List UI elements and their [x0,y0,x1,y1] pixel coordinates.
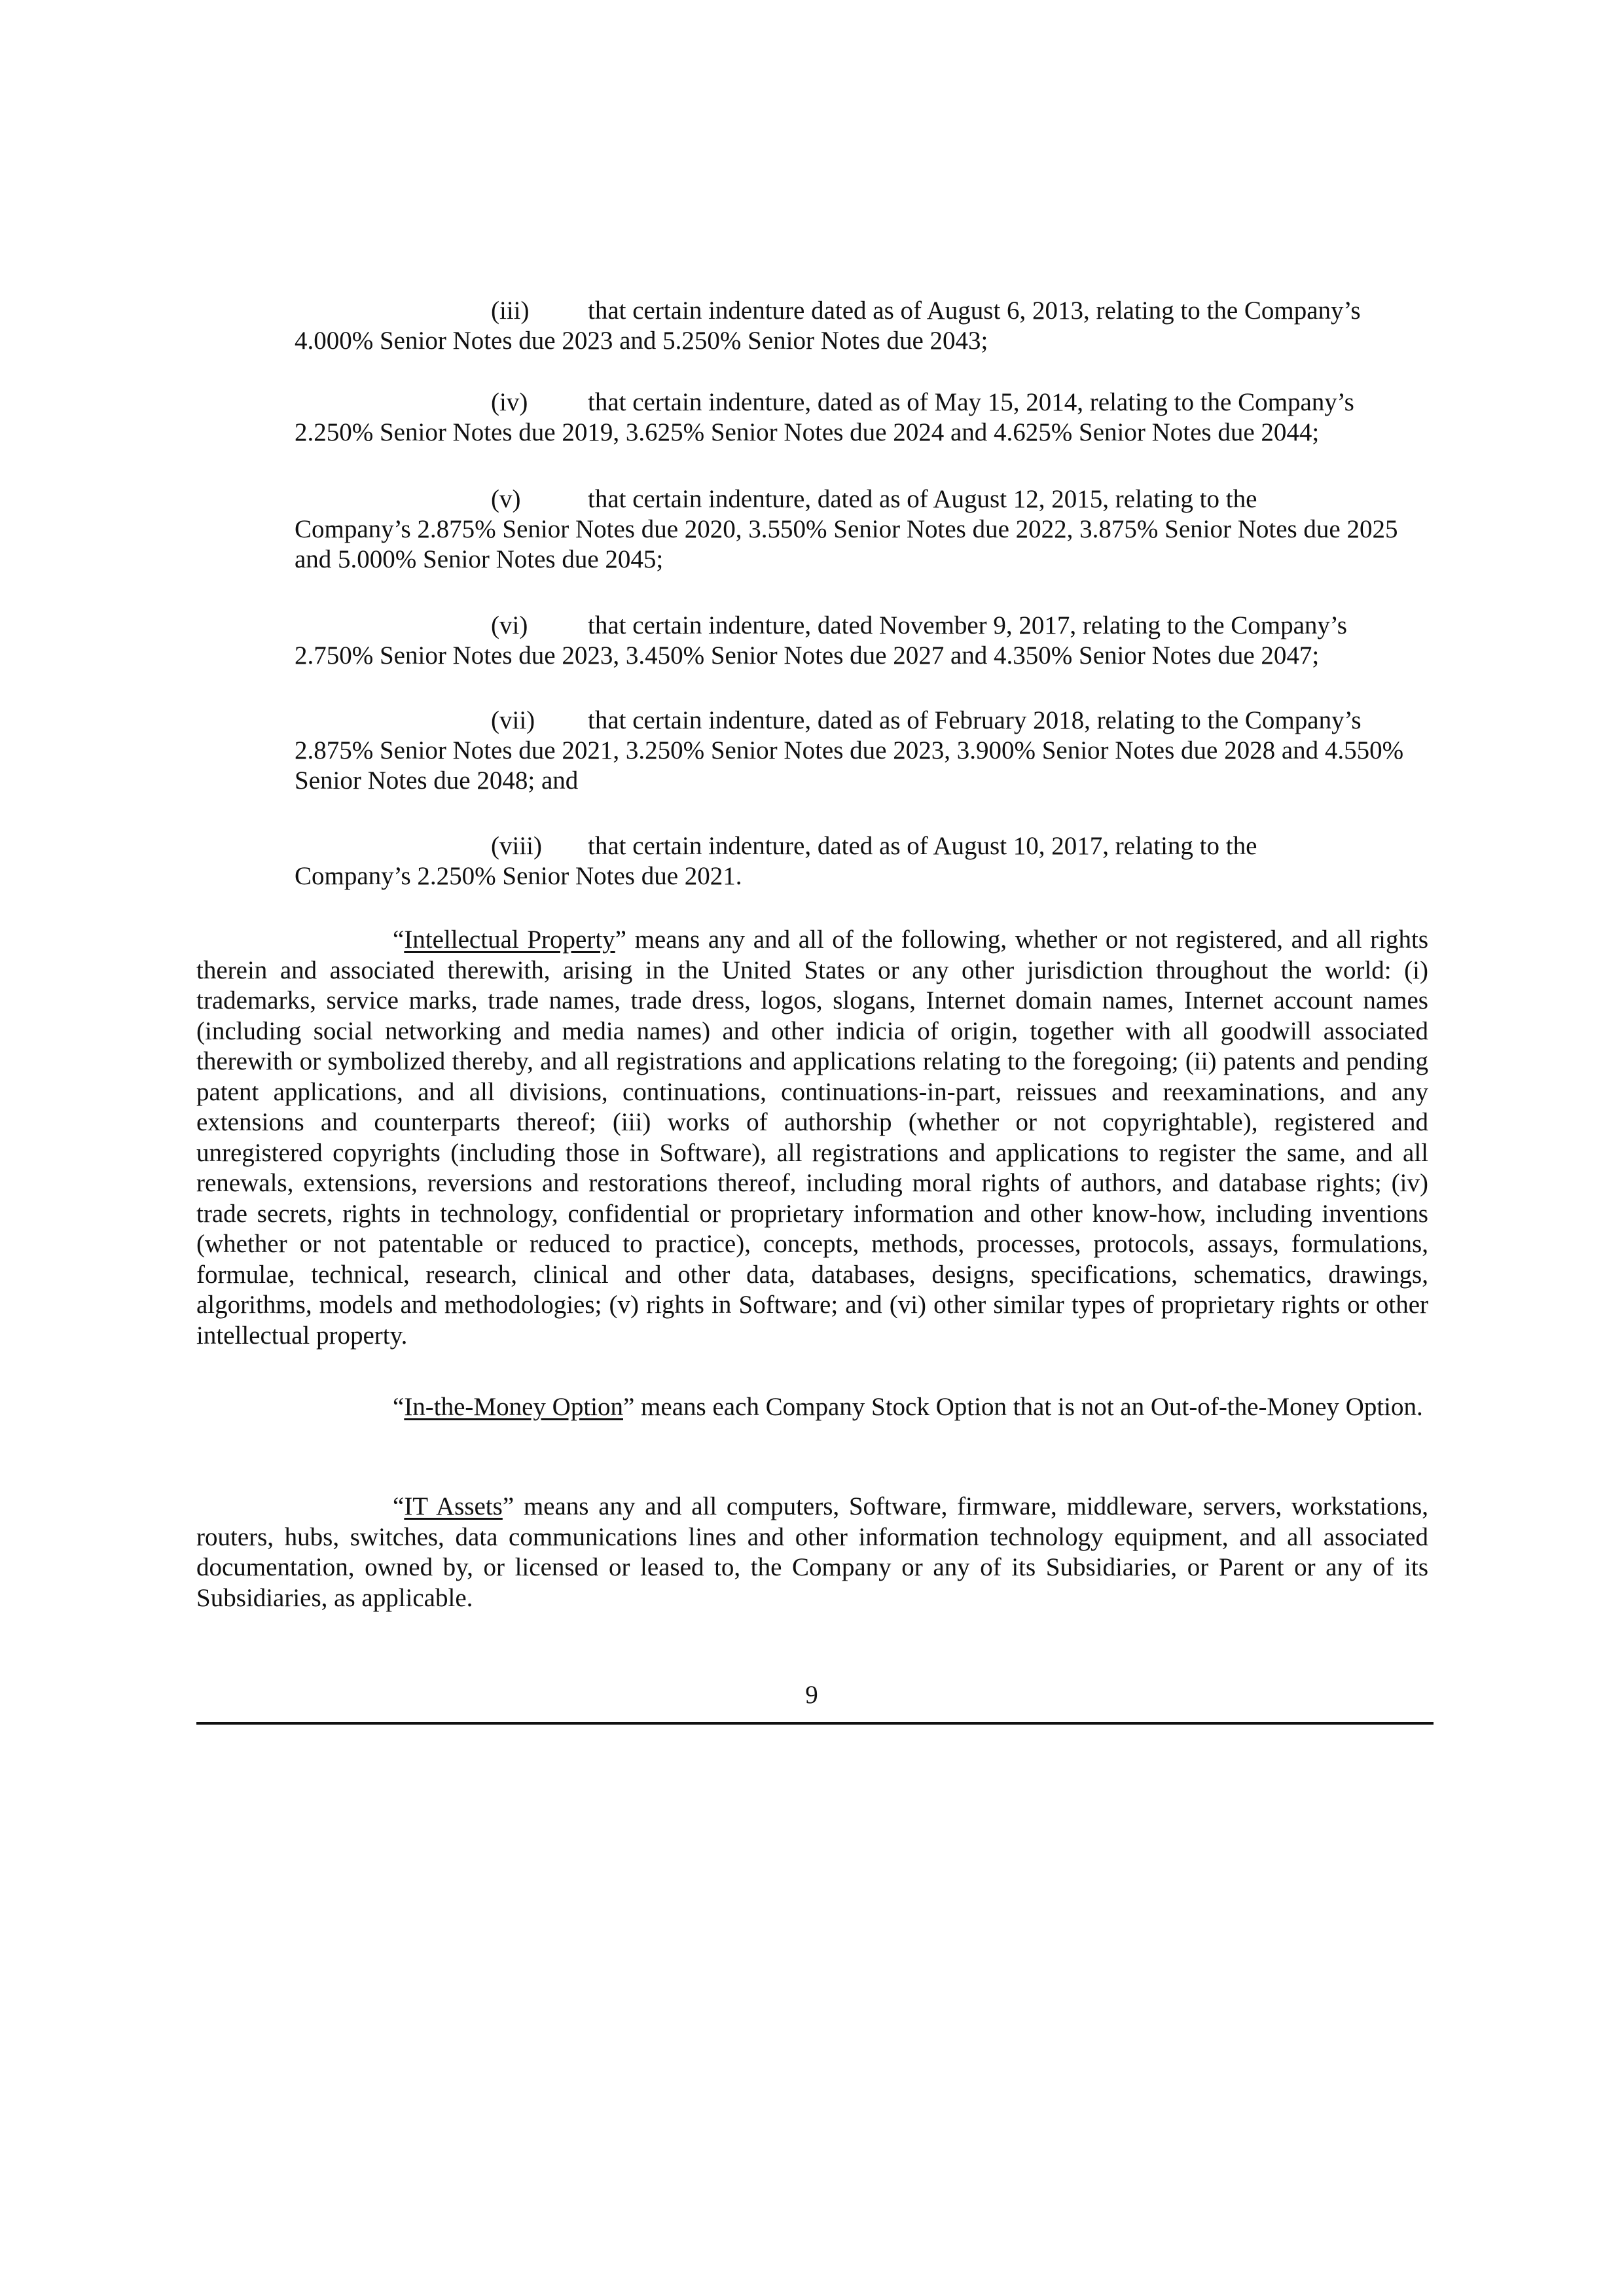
defined-term: Intellectual Property [404,925,615,954]
list-item-continuation: 4.000% Senior Notes due 2023 and 5.250% Senior Notes due 2043; [295,327,988,355]
definition-text: ” means any and all computers, Software, firmware, middleware, servers, workstations, routers, hubs, switches, data communications lines and other information technology equipment, and all associated documentation, owned by, or licensed or leased to, the Company or any of its Subsidiaries, or Parent or any of its Subsidiaries, as applicable. [196,1492,1429,1612]
list-item-numeral: (iii) [491,296,530,325]
list-item-numeral: (vi) [491,611,528,639]
indenture-list-item-iii [295,296,1420,356]
list-item-continuation: 2.875% Senior Notes due 2021, 3.250% Senior Notes due 2023, 3.900% Senior Notes due 2028 and 4.550% Senior Notes due 2048; and [295,736,1404,795]
list-item-numeral: (iv) [491,388,528,416]
definition-in-the-money-option [196,1392,1428,1423]
list-item-first-line: that certain indenture, dated as of February 2018, relating to the Company’s [588,706,1362,734]
indenture-list-item-v [295,484,1420,575]
list-item-continuation: 2.750% Senior Notes due 2023, 3.450% Senior Notes due 2027 and 4.350% Senior Notes due 2047; [295,641,1320,670]
definition-intellectual-property [196,925,1428,1351]
list-item-first-line: that certain indenture, dated as of August 12, 2015, relating to the [588,485,1257,513]
footer-rule [196,1722,1434,1725]
list-item-first-line: that certain indenture, dated as of May 15, 2014, relating to the Company’s [588,388,1354,416]
list-item-continuation: Company’s 2.875% Senior Notes due 2020, 3.550% Senior Notes due 2022, 3.875% Senior Notes due 2025 and 5.000% Senior Notes due 2045; [295,515,1398,573]
indenture-list-item-vii [295,706,1420,796]
list-item-numeral: (viii) [491,832,542,860]
definition-text: ” means any and all of the following, whether or not registered, and all rights therein and associated therewith, arising in the United States or any other jurisdiction throughout the world: (i) trademarks, service marks, trade names, trade dress, logos, slogans, Internet domain names, Internet account names (including social networking and media names) and other indicia of origin, together with all goodwill associated therewith or symbolized thereby, and all registrations and applications relating to the foregoing; (ii) patents and pending patent applications, and all divisions, continuations, continuations-in-part, reissues and reexaminations, and any extensions and counterparts thereof; (iii) works of authorship (whether or not copyrightable), registered and unregistered copyrights (including those in Software), all registrations and applications to register the same, and all renewals, extensions, reversions and restorations thereof, including moral rights of authors, and database rights; (iv) trade secrets, rights in technology, confidential or proprietary information and other know-how, including inventions (whether or not patentable or reduced to practice), concepts, methods, processes, protocols, assays, formulations, formulae, technical, research, clinical and other data, databases, designs, specifications, schematics, drawings, algorithms, models and methodologies; (v) rights in Software; and (vi) other similar types of proprietary rights or other intellectual property. [196,925,1428,1350]
list-item-numeral: (vii) [491,706,535,734]
open-quote: “ [393,925,405,954]
list-item-first-line: that certain indenture, dated as of August 10, 2017, relating to the [588,832,1257,860]
list-item-continuation: Company’s 2.250% Senior Notes due 2021. [295,862,742,890]
list-item-numeral: (v) [491,485,521,513]
defined-term: IT Assets [404,1492,503,1520]
list-item-continuation: 2.250% Senior Notes due 2019, 3.625% Senior Notes due 2024 and 4.625% Senior Notes due 2044; [295,418,1320,446]
indenture-list-item-iv [295,387,1420,448]
list-item-first-line: that certain indenture dated as of August 6, 2013, relating to the Company’s [588,296,1361,325]
page-number: 9 [805,1681,818,1709]
open-quote: “ [393,1492,405,1520]
list-item-first-line: that certain indenture, dated November 9, 2017, relating to the Company’s [588,611,1347,639]
open-quote: “ [393,1393,405,1421]
definition-text: ” means each Company Stock Option that is not an Out-of-the-Money Option. [623,1393,1423,1421]
defined-term: In-the-Money Option [404,1393,623,1421]
indenture-list-item-viii [295,831,1420,891]
definition-it-assets [196,1492,1428,1613]
indenture-list-item-vi [295,611,1420,671]
